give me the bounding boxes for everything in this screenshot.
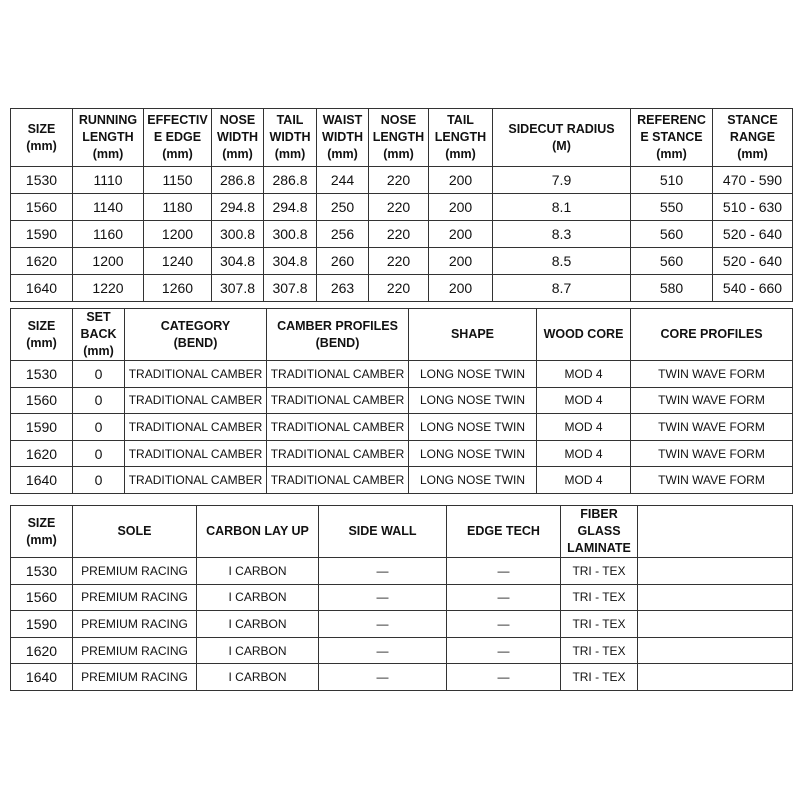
table-cell: 1160 (73, 221, 144, 248)
column-header (638, 506, 793, 558)
table-cell (638, 637, 793, 664)
table-cell: I CARBON (197, 664, 319, 691)
table-cell: — (447, 584, 561, 611)
column-header-label: CORE PROFILES (660, 327, 763, 341)
table-cell: 0 (73, 467, 125, 494)
table-cell: MOD 4 (537, 467, 631, 494)
column-header (369, 109, 429, 167)
table-cell: 8.3 (493, 221, 631, 248)
materials-table (10, 505, 793, 691)
table-cell: 540 - 660 (713, 275, 793, 302)
table-cell: TRADITIONAL CAMBER (267, 361, 409, 388)
column-header (537, 309, 631, 361)
table-cell (638, 664, 793, 691)
table-cell: 1620 (11, 637, 73, 664)
table-row (11, 637, 793, 664)
table-cell: I CARBON (197, 584, 319, 611)
table-cell: 1140 (73, 194, 144, 221)
table-cell: TRI - TEX (561, 584, 638, 611)
column-header (713, 109, 793, 167)
column-header-label: EDGE TECH (467, 524, 540, 538)
table-cell: 300.8 (212, 221, 264, 248)
table-cell: 1530 (11, 361, 73, 388)
table-cell: 220 (369, 275, 429, 302)
table-cell: 8.5 (493, 248, 631, 275)
table-cell: 1640 (11, 467, 73, 494)
table-cell: 560 (631, 248, 713, 275)
column-header-label: CARBON LAY UP (206, 524, 309, 538)
table-row (11, 275, 793, 302)
table-cell: 1150 (144, 167, 212, 194)
column-header (429, 109, 493, 167)
table-row (11, 467, 793, 494)
table-cell: TWIN WAVE FORM (631, 467, 793, 494)
column-header-label: TAIL LENGTH (mm) (434, 113, 487, 161)
table-cell: 1590 (11, 414, 73, 441)
table-cell: 263 (317, 275, 369, 302)
table-row (11, 167, 793, 194)
table-cell: 510 (631, 167, 713, 194)
table-header-row (11, 506, 793, 558)
table-cell: 294.8 (212, 194, 264, 221)
table-cell: 200 (429, 275, 493, 302)
table-cell: I CARBON (197, 558, 319, 585)
table-cell: TWIN WAVE FORM (631, 387, 793, 414)
table-cell (638, 584, 793, 611)
table-cell: 1620 (11, 248, 73, 275)
table-cell: — (319, 637, 447, 664)
table-cell: 0 (73, 440, 125, 467)
table-row (11, 440, 793, 467)
table-cell: 520 - 640 (713, 221, 793, 248)
table-cell: 580 (631, 275, 713, 302)
table-cell: MOD 4 (537, 387, 631, 414)
column-header-label: SHAPE (450, 327, 495, 341)
table-cell: TRI - TEX (561, 611, 638, 638)
table-cell: 520 - 640 (713, 248, 793, 275)
column-header-label: STANCE RANGE (mm) (727, 113, 778, 161)
table-cell: 1110 (73, 167, 144, 194)
table-cell: — (319, 584, 447, 611)
table-cell: TRADITIONAL CAMBER (125, 361, 267, 388)
table-cell: — (447, 558, 561, 585)
table-cell: 1240 (144, 248, 212, 275)
table-row (11, 248, 793, 275)
table-cell: 7.9 (493, 167, 631, 194)
table-cell: 286.8 (264, 167, 317, 194)
column-header-label: CAMBER PROFILES (BEND) (277, 318, 398, 350)
table-cell: TWIN WAVE FORM (631, 414, 793, 441)
table-cell: TRADITIONAL CAMBER (125, 467, 267, 494)
column-header (264, 109, 317, 167)
column-header (317, 109, 369, 167)
table-cell: MOD 4 (537, 361, 631, 388)
column-header (144, 109, 212, 167)
table-cell: 200 (429, 194, 493, 221)
table-cell: TRADITIONAL CAMBER (125, 414, 267, 441)
table-cell: 1260 (144, 275, 212, 302)
table-cell: MOD 4 (537, 414, 631, 441)
table-cell (638, 558, 793, 585)
column-header (11, 309, 73, 361)
column-header-label: WAIST WIDTH (mm) (322, 113, 363, 161)
column-header-label: NOSE WIDTH (mm) (217, 113, 258, 161)
column-header (561, 506, 638, 558)
table-cell: 0 (73, 361, 125, 388)
table-cell: — (319, 558, 447, 585)
table-cell: 1530 (11, 558, 73, 585)
table-cell: 1200 (144, 221, 212, 248)
table-row (11, 584, 793, 611)
table-row (11, 664, 793, 691)
table-cell: 200 (429, 248, 493, 275)
table-cell: 260 (317, 248, 369, 275)
table-cell: TRADITIONAL CAMBER (267, 414, 409, 441)
column-header (319, 506, 447, 558)
table-cell: 0 (73, 387, 125, 414)
table-cell: LONG NOSE TWIN (409, 361, 537, 388)
column-header-label: CATEGORY (BEND) (160, 318, 231, 350)
table-cell: I CARBON (197, 637, 319, 664)
column-header (409, 309, 537, 361)
table-cell: TRI - TEX (561, 664, 638, 691)
column-header (447, 506, 561, 558)
table-cell: 200 (429, 167, 493, 194)
column-header-label: SIDECUT RADIUS (M) (508, 121, 615, 153)
table-row (11, 361, 793, 388)
table-cell: 200 (429, 221, 493, 248)
table-cell: TWIN WAVE FORM (631, 361, 793, 388)
column-header-label: REFERENC E STANCE (mm) (637, 113, 706, 161)
table-cell: 1530 (11, 167, 73, 194)
table-cell: 1640 (11, 664, 73, 691)
table-cell: PREMIUM RACING (73, 558, 197, 585)
table-cell: 8.1 (493, 194, 631, 221)
table-cell: LONG NOSE TWIN (409, 387, 537, 414)
column-header (73, 506, 197, 558)
table-cell: — (447, 611, 561, 638)
column-header-label: EFFECTIV E EDGE (mm) (147, 113, 208, 161)
table-cell: 0 (73, 414, 125, 441)
column-header (493, 109, 631, 167)
column-header (212, 109, 264, 167)
table-cell: 550 (631, 194, 713, 221)
dimensions-table (10, 108, 793, 302)
table-cell: 1590 (11, 611, 73, 638)
table-row (11, 221, 793, 248)
column-header (267, 309, 409, 361)
column-header-label: SET BACK (mm) (80, 310, 117, 358)
column-header (11, 109, 73, 167)
column-header-label: SIDE WALL (348, 524, 417, 538)
table-cell: 1640 (11, 275, 73, 302)
table-cell: — (447, 637, 561, 664)
column-header-label: SIZE (mm) (26, 515, 57, 547)
table-cell: LONG NOSE TWIN (409, 440, 537, 467)
table-cell: 307.8 (264, 275, 317, 302)
table-cell: 307.8 (212, 275, 264, 302)
table-cell: PREMIUM RACING (73, 584, 197, 611)
table-cell: 250 (317, 194, 369, 221)
table-cell: 294.8 (264, 194, 317, 221)
table-cell: 1590 (11, 221, 73, 248)
table-cell: 1220 (73, 275, 144, 302)
table-cell: I CARBON (197, 611, 319, 638)
table-cell: — (447, 664, 561, 691)
column-header-label: RUNNING LENGTH (mm) (78, 113, 138, 161)
construction-table (10, 308, 793, 494)
table-cell: 8.7 (493, 275, 631, 302)
table-cell: TRADITIONAL CAMBER (125, 387, 267, 414)
table-cell: 286.8 (212, 167, 264, 194)
table-cell: 1620 (11, 440, 73, 467)
table-cell: PREMIUM RACING (73, 611, 197, 638)
table-cell: 1200 (73, 248, 144, 275)
table-cell: 220 (369, 221, 429, 248)
table-cell: 256 (317, 221, 369, 248)
column-header (631, 309, 793, 361)
column-header-label: SIZE (mm) (26, 121, 57, 153)
column-header (125, 309, 267, 361)
column-header-label: SOLE (117, 524, 152, 538)
table-cell: TRADITIONAL CAMBER (267, 387, 409, 414)
table-cell: TWIN WAVE FORM (631, 440, 793, 467)
column-header (197, 506, 319, 558)
table-header-row (11, 109, 793, 167)
table-cell: LONG NOSE TWIN (409, 467, 537, 494)
column-header (73, 109, 144, 167)
table-cell: 300.8 (264, 221, 317, 248)
table-cell: MOD 4 (537, 440, 631, 467)
table-cell: 220 (369, 167, 429, 194)
table-cell: 244 (317, 167, 369, 194)
table-row (11, 387, 793, 414)
table-header-row (11, 309, 793, 361)
table-cell: PREMIUM RACING (73, 664, 197, 691)
column-header (631, 109, 713, 167)
column-header-label: SIZE (mm) (26, 318, 57, 350)
table-cell: — (319, 611, 447, 638)
column-header (11, 506, 73, 558)
table-cell: TRADITIONAL CAMBER (267, 440, 409, 467)
table-cell: 1560 (11, 387, 73, 414)
table-cell: TRADITIONAL CAMBER (267, 467, 409, 494)
table-row (11, 414, 793, 441)
table-row (11, 558, 793, 585)
column-header-label: WOOD CORE (543, 327, 624, 341)
column-header-label: NOSE LENGTH (mm) (372, 113, 425, 161)
table-cell: 510 - 630 (713, 194, 793, 221)
table-cell (638, 611, 793, 638)
table-cell: PREMIUM RACING (73, 637, 197, 664)
column-header-label: FIBER GLASS LAMINATE (567, 507, 631, 555)
table-cell: 220 (369, 194, 429, 221)
table-cell: 1560 (11, 194, 73, 221)
table-cell: 220 (369, 248, 429, 275)
table-cell: 304.8 (264, 248, 317, 275)
table-row (11, 194, 793, 221)
table-cell: TRI - TEX (561, 637, 638, 664)
column-header (73, 309, 125, 361)
table-row (11, 611, 793, 638)
table-cell: LONG NOSE TWIN (409, 414, 537, 441)
column-header-label: TAIL WIDTH (mm) (269, 113, 311, 161)
table-cell: 1180 (144, 194, 212, 221)
table-cell: 470 - 590 (713, 167, 793, 194)
table-cell: 304.8 (212, 248, 264, 275)
table-cell: 560 (631, 221, 713, 248)
table-cell: TRI - TEX (561, 558, 638, 585)
table-cell: TRADITIONAL CAMBER (125, 440, 267, 467)
table-cell: — (319, 664, 447, 691)
table-cell: 1560 (11, 584, 73, 611)
